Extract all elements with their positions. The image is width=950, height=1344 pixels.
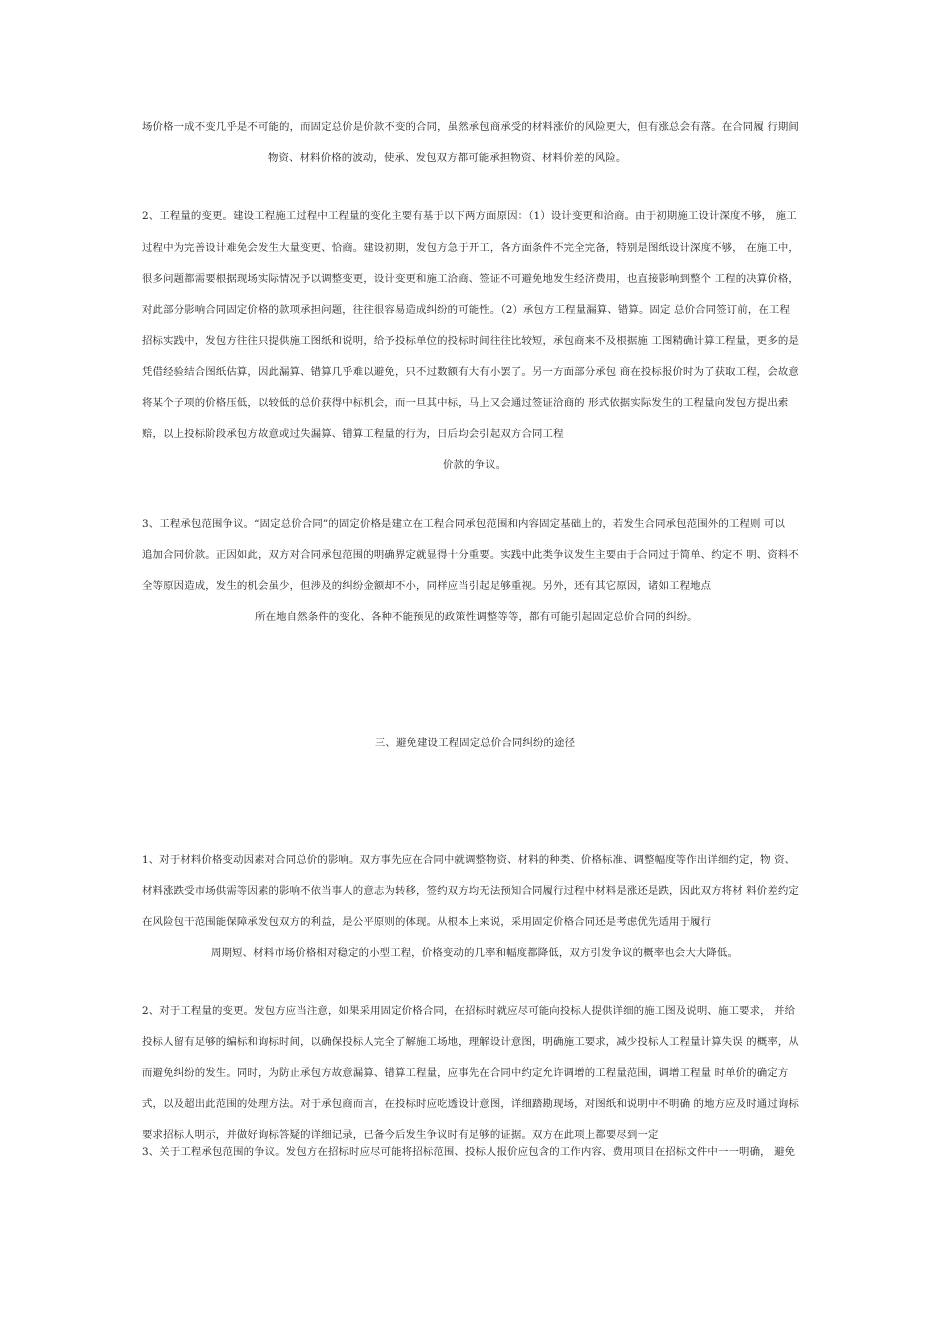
paragraph-line: 要求招标人明示，并做好询标答疑的详细记录，已备今后发生争议时有足够的证据。双方在此项上都要尽到一定 [142, 1129, 659, 1141]
paragraph-line: 式，以及超出此范围的处理方法。对于承包商而言，在投标时应吃透设计意图，详细踏勘现场，对图纸和说明中不明确 的地方应及时通过询标 [142, 1098, 799, 1110]
paragraph-line: 凭借经验结合图纸估算，因此漏算、错算几乎难以避免，只不过数额有大有小罢了。另一方面部分承包 商在投标报价时为了获取工程，会故意 [142, 366, 799, 378]
paragraph-line: 1、对于材料价格变动因素对合同总价的影响。双方事先应在合同中就调整物资、材料的种类、价格标准、调整幅度等作出详细约定，物 资、 [142, 854, 796, 866]
paragraph-line: 追加合同价款。正因如此，双方对合同承包范围的明确界定就显得十分重要。实践中此类争议发生主要由于合同过于简单、约定不 明、资料不 [142, 549, 799, 561]
paragraph-line: 材料涨跌受市场供需等因素的影响不依当事人的意志为转移，签约双方均无法预知合同履行过程中材料是涨还是跌，因此双方将材 料价差约定 [142, 885, 799, 897]
paragraph-line: 周期短、材料市场价格相对稳定的小型工程，价格变动的几率和幅度都降低，双方引发争议的概率也会大大降低。 [211, 947, 739, 959]
paragraph-line: 2、工程量的变更。建设工程施工过程中工程量的变化主要有基于以下两方面原因：（1）设计变更和洽商。由于初期施工设计深度不够， 施工 [142, 210, 797, 222]
paragraph-line: 全等原因造成，发生的机会虽少，但涉及的纠纷金额却不小，同样应当引起足够重视。另外，还有其它原因，诸如工程地点 [142, 580, 712, 592]
paragraph-line: 3、工程承包范围争议。“固定总价合同”的固定价格是建立在工程合同承包范围和内容固定基础上的，若发生合同承包范围外的工程则 可以 [142, 518, 786, 530]
paragraph-line: 物资、材料价格的波动，使承、发包双方都可能承担物资、材料价差的风险。 [268, 152, 627, 164]
paragraph-line: 3、关于工程承包范围的争议。发包方在招标时应尽可能将招标范围、投标人报价应包含的工作内容、费用项目在招标文件中一一明确， 避免 [142, 1146, 796, 1158]
paragraph-line: 将某个子项的价格压低，以较低的总价获得中标机会，而一旦其中标，马上又会通过签证洽商的 形式依据实际发生的工程量向发包方提出索 [142, 397, 789, 409]
paragraph-line: 2、对于工程量的变更。发包方应当注意，如果采用固定价格合同，在招标时就应尽可能向投标人提供详细的施工图及说明、施工要求， 并给 [142, 1005, 796, 1017]
paragraph-line: 很多问题都需要根据现场实际情况予以调整变更，设计变更和施工洽商、签证不可避免地发生经济费用，也直接影响到整个 工程的决算价格， [142, 273, 799, 285]
paragraph-line: 投标人留有足够的编标和询标时间，以确保投标人完全了解施工场地，理解设计意图，明确施工要求，减少投标人工程量计算失误 的概率，从 [142, 1036, 799, 1048]
paragraph-line: 招标实践中，发包方往往只提供施工图纸和说明，给予投标单位的投标时间往往比较短，承包商来不及根据施 工图精确计算工程量，更多的是 [142, 335, 799, 347]
paragraph-line: 场价格一成不变几乎是不可能的，而固定总价是价款不变的合同，虽然承包商承受的材料涨价的风险更大，但有涨总会有落。在合同履 行期间 [142, 121, 799, 133]
paragraph-line: 而避免纠纷的发生。同时，为防止承包方故意漏算、错算工程量，应事先在合同中约定允许调增的工程量范围，调增工程量 时单价的确定方 [142, 1067, 789, 1079]
section-heading: 三、避免建设工程固定总价合同纠纷的途径 [374, 737, 576, 749]
paragraph-line: 在风险包干范围能保障承发包双方的利益，是公平原则的体现。从根本上来说，采用固定价格合同还是考虑优先适用于履行 [142, 916, 712, 928]
paragraph-line: 所在地自然条件的变化、各种不能预见的政策性调整等等，都有可能引起固定总价合同的纠纷。 [255, 611, 698, 623]
paragraph-line: 对此部分影响合同固定价格的款项承担问题，往往很容易造成纠纷的可能性。（2）承包方工程量漏算、错算。固定 总价合同签订前，在工程 [142, 304, 790, 316]
paragraph-line: 价款的争议。 [443, 459, 507, 471]
paragraph-line: 过程中为完善设计难免会发生大量变更、恰商。建设初期，发包方急于开工，各方面条件不完全完备，特别是图纸设计深度不够， 在施工中， [142, 242, 799, 254]
paragraph-line: 赔，以上投标阶段承包方故意或过失漏算、错算工程量的行为，日后均会引起双方合同工程 [142, 428, 564, 440]
